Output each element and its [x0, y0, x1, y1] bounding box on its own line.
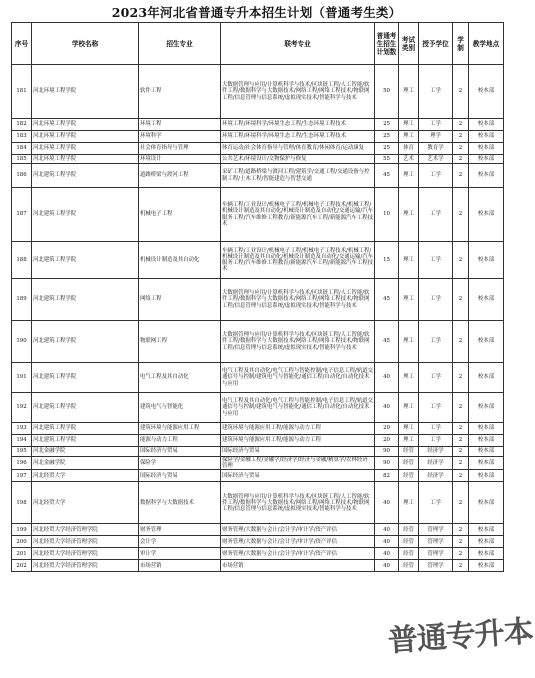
table-row — [12, 143, 504, 155]
col-header-plan: 普通考生招生计划数 — [375, 23, 399, 65]
row-plan: 45 — [375, 164, 399, 188]
row-degree: 工学 — [419, 321, 453, 363]
row-years: 2 — [453, 164, 469, 188]
row-location: 校本部 — [469, 65, 504, 119]
row-major: 机械设计制造及其自动化 — [139, 242, 221, 279]
row-location: 校本部 — [469, 363, 504, 393]
row-category: 经管 — [399, 470, 419, 482]
row-years: 2 — [453, 548, 469, 560]
row-degree: 艺术学 — [419, 155, 453, 164]
row-plan: 25 — [375, 131, 399, 143]
row-plan: 40 — [375, 363, 399, 393]
col-header-location: 教学地点 — [469, 23, 504, 65]
row-degree: 经济学 — [419, 447, 453, 457]
row-plan: 25 — [375, 119, 399, 131]
row-degree: 理学 — [419, 131, 453, 143]
row-related: 大数据管理与应用/计算机科学与技术/区块链工程/人工智能/软件工程/数据科学与大数据技术/网络工程/网络工程技术/物联网工程/信息管理与信息系统/虚拟现实技术/智能科学与技术 — [221, 482, 375, 524]
row-no: 189 — [12, 279, 32, 321]
table-row — [12, 155, 504, 164]
row-school: 河北经贸大学 — [32, 482, 139, 524]
row-related: 大数据管理与应用/计算机科学与技术/区块链工程/人工智能/软件工程/数据科学与大数据技术/网络工程/网络工程技术/物联网工程/信息管理与信息系统/虚拟现实技术/智能科学与技术 — [221, 65, 375, 119]
row-location: 校本部 — [469, 119, 504, 131]
row-major: 社会体育指导与管理 — [139, 143, 221, 155]
row-major: 建筑环境与能源应用工程 — [139, 423, 221, 435]
row-related: 车辆工程/工业设计/机械电子工程/机械电子工程技术/机械工程/机械设计制造及其自动化/机械设计制造及自动化/交通运输/汽车服务工程/汽车维修工程教育/新能源汽车工程/新能源汽车工程技术 — [221, 242, 375, 279]
row-degree: 经济学 — [419, 470, 453, 482]
row-plan: 40 — [375, 524, 399, 536]
row-degree: 工学 — [419, 363, 453, 393]
row-years: 2 — [453, 321, 469, 363]
row-related: 车辆工程/工业设计/机械电子工程/机械电子工程技术/机械工程/机械设计制造及其自动化/机械设计制造及自动化/交通运输/汽车服务工程/汽车维修工程教育/新能源汽车工程/新能源汽车工程技术 — [221, 188, 375, 242]
row-location: 校本部 — [469, 155, 504, 164]
row-location: 校本部 — [469, 279, 504, 321]
row-no: 197 — [12, 470, 32, 482]
row-years: 2 — [453, 119, 469, 131]
row-plan: 40 — [375, 482, 399, 524]
table-row — [12, 536, 504, 548]
row-plan: 45 — [375, 279, 399, 321]
row-no: 184 — [12, 143, 32, 155]
row-no: 190 — [12, 321, 32, 363]
col-header-category: 考试类别 — [399, 23, 419, 65]
row-no: 187 — [12, 188, 32, 242]
row-degree: 工学 — [419, 188, 453, 242]
row-degree: 管理学 — [419, 524, 453, 536]
row-category: 理工 — [399, 242, 419, 279]
row-category: 理工 — [399, 119, 419, 131]
row-related: 采矿工程/道路桥梁与渡河工程/建筑学/交通工程/交通设备与控制工程/土木工程/智能建造与智慧交通 — [221, 164, 375, 188]
row-years: 2 — [453, 65, 469, 119]
row-degree: 工学 — [419, 435, 453, 447]
row-degree: 工学 — [419, 164, 453, 188]
row-plan: 45 — [375, 321, 399, 363]
table-header-row — [12, 23, 504, 65]
table-row — [12, 131, 504, 143]
row-no: 181 — [12, 65, 32, 119]
table-row — [12, 548, 504, 560]
row-location: 校本部 — [469, 242, 504, 279]
row-school: 河北经贸大学经济管理学院 — [32, 524, 139, 536]
enrollment-plan-table — [11, 22, 504, 572]
row-major: 环境设计 — [139, 155, 221, 164]
row-major: 保险学 — [139, 457, 221, 470]
table-row — [12, 482, 504, 524]
row-location: 校本部 — [469, 447, 504, 457]
row-category: 体育 — [399, 143, 419, 155]
row-location: 校本部 — [469, 482, 504, 524]
table-row — [12, 447, 504, 457]
col-header-no: 序号 — [12, 23, 32, 65]
row-location: 校本部 — [469, 435, 504, 447]
row-years: 2 — [453, 470, 469, 482]
row-category: 理工 — [399, 188, 419, 242]
row-category: 经管 — [399, 524, 419, 536]
row-location: 校本部 — [469, 524, 504, 536]
row-school: 河北经贸大学经济管理学院 — [32, 536, 139, 548]
row-location: 校本部 — [469, 470, 504, 482]
row-school: 河北建筑工程学院 — [32, 242, 139, 279]
document-title: 2023年河北省普通专升本招生计划（普通考生类） — [111, 5, 402, 20]
row-years: 2 — [453, 457, 469, 470]
table-row — [12, 164, 504, 188]
row-related: 国际经济与贸易 — [221, 447, 375, 457]
row-school: 河北建筑工程学院 — [32, 188, 139, 242]
row-major: 软件工程 — [139, 65, 221, 119]
row-school: 河北建筑工程学院 — [32, 435, 139, 447]
table-row — [12, 560, 504, 572]
row-no: 192 — [12, 393, 32, 423]
col-header-years: 学制 — [453, 23, 469, 65]
row-related: 建筑环境与能源应用工程/能源与动力工程 — [221, 423, 375, 435]
row-plan: 20 — [375, 423, 399, 435]
row-no: 195 — [12, 447, 32, 457]
row-school: 河北环境工程学院 — [32, 65, 139, 119]
watermark-logo: 普通专升本 — [386, 614, 534, 660]
row-location: 校本部 — [469, 393, 504, 423]
row-category: 理工 — [399, 131, 419, 143]
row-related: 电气工程及其自动化/电气工程与智能控制/电子信息工程/轨道交通信号与控制/建筑电气与智能化/通信工程/自动化/自动化技术与应用 — [221, 363, 375, 393]
row-no: 200 — [12, 536, 32, 548]
row-degree: 教育学 — [419, 143, 453, 155]
table-row — [12, 457, 504, 470]
row-major: 网络工程 — [139, 279, 221, 321]
row-degree: 管理学 — [419, 548, 453, 560]
row-category: 理工 — [399, 435, 419, 447]
row-school: 河北经贸大学经济管理学院 — [32, 548, 139, 560]
row-category: 理工 — [399, 482, 419, 524]
row-category: 艺术 — [399, 155, 419, 164]
row-degree: 工学 — [419, 65, 453, 119]
row-location: 校本部 — [469, 536, 504, 548]
row-major: 会计学 — [139, 536, 221, 548]
row-no: 182 — [12, 119, 32, 131]
row-plan: 50 — [375, 65, 399, 119]
row-school: 河北建筑工程学院 — [32, 393, 139, 423]
row-school: 河北金融学院 — [32, 457, 139, 470]
table-row — [12, 188, 504, 242]
row-location: 校本部 — [469, 188, 504, 242]
row-plan: 82 — [375, 470, 399, 482]
row-plan: 40 — [375, 548, 399, 560]
row-category: 理工 — [399, 164, 419, 188]
row-related: 保险学/金融工程/金融学/经济学/经济与金融/精算学/农林经济管理 — [221, 457, 375, 470]
row-category: 经管 — [399, 447, 419, 457]
table-row — [12, 524, 504, 536]
row-major: 国际经济与贸易 — [139, 447, 221, 457]
row-location: 校本部 — [469, 457, 504, 470]
row-related: 电气工程及其自动化/电气工程与智能控制/电子信息工程/轨道交通信号与控制/建筑电气与智能化/通信工程/自动化/自动化技术与应用 — [221, 393, 375, 423]
row-plan: 55 — [375, 155, 399, 164]
row-major: 财务管理 — [139, 524, 221, 536]
row-plan: 25 — [375, 143, 399, 155]
row-category: 理工 — [399, 423, 419, 435]
table-row — [12, 435, 504, 447]
row-related: 财务管理/大数据与会计/会计学/审计学/资产评估 — [221, 524, 375, 536]
table-row — [12, 470, 504, 482]
row-degree: 工学 — [419, 423, 453, 435]
row-major: 机械电子工程 — [139, 188, 221, 242]
table-row — [12, 321, 504, 363]
row-major: 数据科学与大数据技术 — [139, 482, 221, 524]
row-school: 河北建筑工程学院 — [32, 279, 139, 321]
col-header-degree: 授予学位 — [419, 23, 453, 65]
table-row — [12, 242, 504, 279]
row-school: 河北建筑工程学院 — [32, 164, 139, 188]
row-major: 物联网工程 — [139, 321, 221, 363]
row-no: 198 — [12, 482, 32, 524]
row-plan: 40 — [375, 560, 399, 572]
row-category: 理工 — [399, 65, 419, 119]
row-school: 河北环境工程学院 — [32, 155, 139, 164]
row-major: 建筑电气与智能化 — [139, 393, 221, 423]
row-degree: 工学 — [419, 393, 453, 423]
row-location: 校本部 — [469, 131, 504, 143]
table-row — [12, 423, 504, 435]
row-years: 2 — [453, 188, 469, 242]
row-major: 环境科学 — [139, 131, 221, 143]
table-row — [12, 393, 504, 423]
row-related: 国际经济与贸易 — [221, 470, 375, 482]
row-years: 2 — [453, 423, 469, 435]
col-header-major: 招生专业 — [139, 23, 221, 65]
row-no: 183 — [12, 131, 32, 143]
row-related: 财务管理/大数据与会计/会计学/审计学/资产评估 — [221, 548, 375, 560]
row-plan: 20 — [375, 435, 399, 447]
row-no: 196 — [12, 457, 32, 470]
row-school: 河北金融学院 — [32, 447, 139, 457]
row-years: 2 — [453, 447, 469, 457]
row-years: 2 — [453, 536, 469, 548]
row-school: 河北经贸大学 — [32, 470, 139, 482]
row-location: 校本部 — [469, 321, 504, 363]
row-school: 河北环境工程学院 — [32, 119, 139, 131]
row-major: 审计学 — [139, 548, 221, 560]
row-category: 理工 — [399, 363, 419, 393]
row-category: 经管 — [399, 457, 419, 470]
row-no: 191 — [12, 363, 32, 393]
row-related: 环境工程/环境科学/环境生态工程/生态环境工程技术 — [221, 119, 375, 131]
row-no: 186 — [12, 164, 32, 188]
table-row — [12, 279, 504, 321]
row-related: 公共艺术/环境设计/文物保护与修复 — [221, 155, 375, 164]
row-years: 2 — [453, 363, 469, 393]
row-plan: 90 — [375, 447, 399, 457]
row-category: 理工 — [399, 279, 419, 321]
row-related: 大数据管理与应用/计算机科学与技术/区块链工程/人工智能/软件工程/数据科学与大数据技术/网络工程/网络工程技术/物联网工程/信息管理与信息系统/虚拟现实技术/智能科学与技术 — [221, 321, 375, 363]
row-years: 2 — [453, 524, 469, 536]
row-years: 2 — [453, 242, 469, 279]
row-related: 大数据管理与应用/计算机科学与技术/区块链工程/人工智能/软件工程/数据科学与大数据技术/网络工程/网络工程技术/物联网工程/信息管理与信息系统/虚拟现实技术/智能科学与技术 — [221, 279, 375, 321]
row-location: 校本部 — [469, 164, 504, 188]
row-location: 校本部 — [469, 143, 504, 155]
row-plan: 40 — [375, 393, 399, 423]
row-school: 河北建筑工程学院 — [32, 321, 139, 363]
row-plan: 90 — [375, 457, 399, 470]
row-school: 河北建筑工程学院 — [32, 423, 139, 435]
row-major: 电气工程及其自动化 — [139, 363, 221, 393]
col-header-related: 联考专业 — [221, 23, 375, 65]
row-related: 环境工程/环境科学/环境生态工程/生态环境工程技术 — [221, 131, 375, 143]
table-row — [12, 363, 504, 393]
row-school: 河北环境工程学院 — [32, 131, 139, 143]
row-years: 2 — [453, 131, 469, 143]
col-header-school: 学校名称 — [32, 23, 139, 65]
row-years: 2 — [453, 435, 469, 447]
row-plan: 15 — [375, 242, 399, 279]
row-major: 能源与动力工程 — [139, 435, 221, 447]
table-row — [12, 65, 504, 119]
row-years: 2 — [453, 560, 469, 572]
row-degree: 管理学 — [419, 560, 453, 572]
row-category: 经管 — [399, 536, 419, 548]
row-years: 2 — [453, 279, 469, 321]
row-plan: 10 — [375, 188, 399, 242]
row-degree: 工学 — [419, 119, 453, 131]
row-no: 202 — [12, 560, 32, 572]
row-category: 理工 — [399, 393, 419, 423]
row-school: 河北建筑工程学院 — [32, 363, 139, 393]
row-years: 2 — [453, 155, 469, 164]
row-major: 环境工程 — [139, 119, 221, 131]
row-school: 河北环境工程学院 — [32, 143, 139, 155]
row-no: 201 — [12, 548, 32, 560]
row-location: 校本部 — [469, 548, 504, 560]
row-no: 188 — [12, 242, 32, 279]
row-location: 校本部 — [469, 560, 504, 572]
row-degree: 工学 — [419, 279, 453, 321]
row-school: 河北经贸大学经济管理学院 — [32, 560, 139, 572]
table-row — [12, 119, 504, 131]
row-related: 市场营销 — [221, 560, 375, 572]
row-no: 185 — [12, 155, 32, 164]
row-no: 193 — [12, 423, 32, 435]
row-location: 校本部 — [469, 423, 504, 435]
row-category: 经管 — [399, 548, 419, 560]
row-degree: 工学 — [419, 482, 453, 524]
row-related: 建筑环境与能源应用工程/能源与动力工程 — [221, 435, 375, 447]
row-major: 国际经济与贸易 — [139, 470, 221, 482]
row-related: 财务管理/大数据与会计/会计学/审计学/资产评估 — [221, 536, 375, 548]
table-body — [12, 65, 504, 572]
row-category: 理工 — [399, 321, 419, 363]
row-degree: 管理学 — [419, 536, 453, 548]
row-no: 199 — [12, 524, 32, 536]
row-years: 2 — [453, 143, 469, 155]
row-major: 道路桥梁与渡河工程 — [139, 164, 221, 188]
row-major: 市场营销 — [139, 560, 221, 572]
row-degree: 工学 — [419, 242, 453, 279]
row-no: 194 — [12, 435, 32, 447]
row-category: 经管 — [399, 560, 419, 572]
row-years: 2 — [453, 482, 469, 524]
row-years: 2 — [453, 393, 469, 423]
row-plan: 40 — [375, 536, 399, 548]
row-degree: 经济学 — [419, 457, 453, 470]
row-related: 体育运动/社会体育指导与管理/体育教育/休闲体育/运动康复 — [221, 143, 375, 155]
